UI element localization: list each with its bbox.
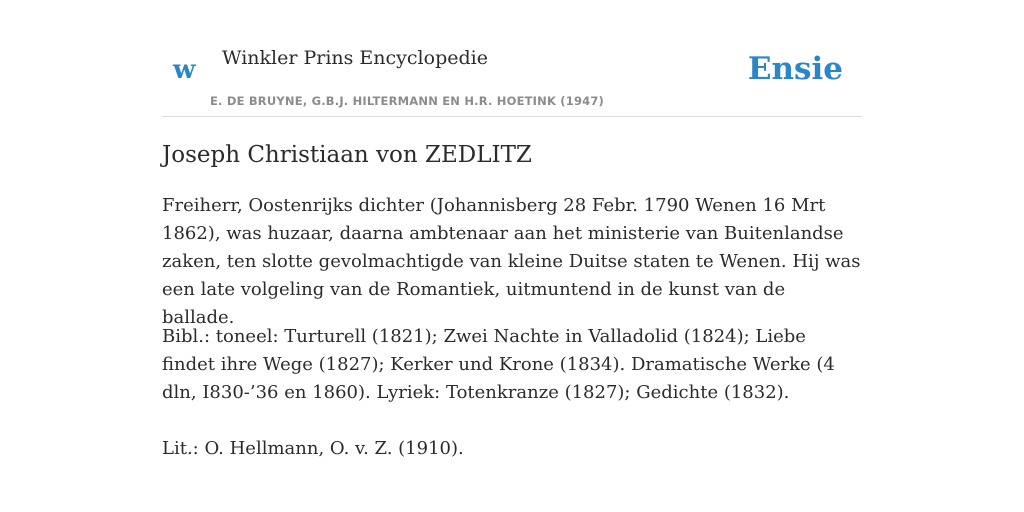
ensie-logo-link[interactable]: Ensie: [747, 51, 843, 87]
article-paragraph: Freiherr, Oostenrijks dichter (Johannisberg 28 Febr. 1790 Wenen 16 Mrt 1862), was huzaar, daarna ambtenaar aan het ministerie van Buitenlandse zaken, ten slotte gevolmachtigde van kleine Duitse staten te Wenen. Hij was een late volgeling van de Romantiek, uitmuntend in de kunst van de ballade.: [162, 195, 861, 328]
article-page: [162, 0, 862, 459]
article-title: Joseph Christiaan von ZEDLITZ: [162, 142, 532, 168]
source-header: [162, 0, 862, 117]
bibliography-paragraph: Bibl.: toneel: Turturell (1821); Zwei Nachte in Valladolid (1824); Liebe findet ihre Wege (1827); Kerker und Krone (1834). Dramatische Werke (4 dln, I830-’36 en 1860). Lyriek: Totenkranze (1827); Gedichte (1832).: [162, 326, 835, 403]
source-authors: E. DE BRUYNE, G.B.J. HILTERMANN EN H.R. HOETINK (1947): [210, 94, 605, 108]
literature-paragraph: Lit.: O. Hellmann, O. v. Z. (1910).: [162, 438, 464, 459]
source-title[interactable]: Winkler Prins Encyclopedie: [222, 47, 488, 69]
source-logo-icon[interactable]: w: [173, 55, 196, 85]
